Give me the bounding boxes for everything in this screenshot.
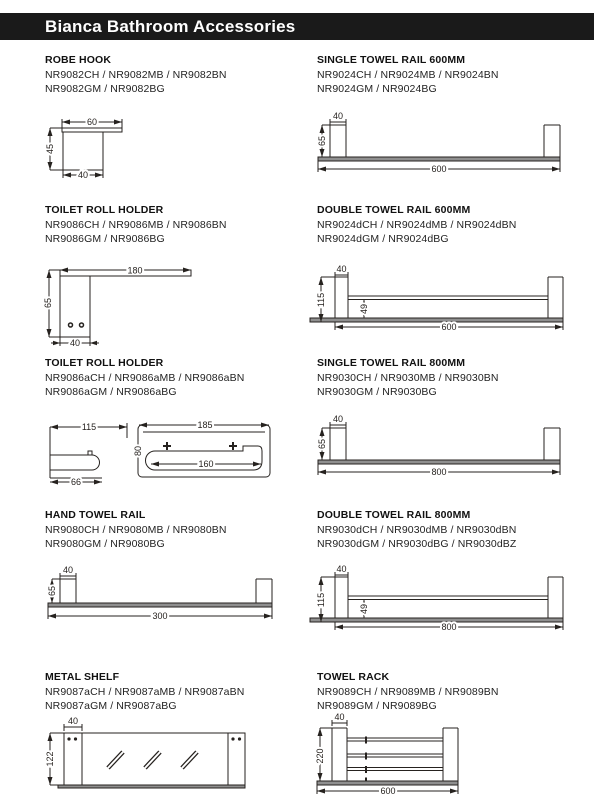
product-codes-line2: NR9080GM / NR9080BG	[45, 538, 165, 550]
product-codes-line1: NR9024CH / NR9024MB / NR9024BN	[317, 69, 499, 81]
hand-towel-rail-drawing	[38, 561, 283, 631]
product-codes-line2: NR9030dGM / NR9030dBG / NR9030dBZ	[317, 538, 517, 550]
double-towel-rail-600-drawing	[308, 265, 573, 337]
product-title: TOILET ROLL HOLDER	[45, 357, 164, 369]
product-metal-shelf	[45, 671, 315, 713]
product-title: TOILET ROLL HOLDER	[45, 204, 164, 216]
product-title: TOWEL RACK	[317, 671, 390, 683]
product-single-towel-rail-800	[317, 357, 587, 399]
product-codes-line2: NR9082GM / NR9082BG	[45, 83, 165, 95]
dim-drop-label: 65	[317, 135, 327, 147]
product-codes-line2: NR9024GM / NR9024BG	[317, 83, 437, 95]
dim-post-label: 40	[336, 565, 347, 574]
dim-length-label: 300	[152, 611, 168, 621]
product-robe-hook	[45, 54, 315, 96]
dim-length-label: 800	[431, 467, 447, 477]
product-codes-line1: NR9080CH / NR9080MB / NR9080BN	[45, 524, 227, 536]
single-towel-rail-800-drawing	[308, 413, 573, 483]
dim-post-label: 40	[62, 565, 74, 575]
page-header	[0, 13, 594, 40]
dim-plate-label: 40	[69, 338, 81, 348]
dim-drop-label: 45	[45, 143, 55, 155]
dim-gap-label: 49	[359, 603, 369, 615]
dim-height-label: 80	[133, 445, 143, 457]
product-double-towel-rail-600	[317, 204, 587, 246]
dim-drop-label: 65	[47, 585, 57, 597]
dim-length-label: 600	[441, 322, 457, 332]
dim-drop-label: 65	[317, 438, 327, 450]
toilet-roll-holder-2-drawing	[45, 418, 280, 493]
dim-side-depth-label: 115	[81, 422, 97, 432]
product-single-towel-rail-600	[317, 54, 587, 96]
double-towel-rail-800-drawing	[308, 565, 573, 637]
page-title: Bianca Bathroom Accessories	[45, 16, 296, 36]
product-codes-line1: NR9089CH / NR9089MB / NR9089BN	[317, 686, 499, 698]
product-codes-line1: NR9030dCH / NR9030dMB / NR9030dBN	[317, 524, 517, 536]
product-towel-rack	[317, 671, 587, 713]
dim-gap-label: 49	[359, 303, 369, 315]
dim-length-label: 600	[380, 786, 396, 796]
product-title: HAND TOWEL RAIL	[45, 509, 146, 521]
dim-post-label: 40	[334, 713, 345, 722]
towel-rack-drawing	[308, 713, 476, 801]
shelf-drain-slots	[108, 752, 197, 768]
product-codes-line2: NR9089GM / NR9089BG	[317, 700, 437, 712]
dim-roller-label: 160	[198, 459, 214, 469]
dim-height-label: 122	[45, 751, 55, 767]
product-title: ROBE HOOK	[45, 54, 112, 66]
dim-length-label: 600	[431, 164, 447, 174]
dim-post-label: 40	[67, 716, 79, 726]
dim-length-label: 800	[441, 622, 457, 632]
product-codes-line1: NR9087aCH / NR9087aMB / NR9087aBN	[45, 686, 245, 698]
dim-post-label: 40	[332, 414, 344, 424]
product-toilet-roll-holder-1	[45, 204, 315, 246]
dim-width-label: 185	[197, 420, 213, 430]
product-toilet-roll-holder-2	[45, 357, 315, 399]
dim-post-label: 40	[332, 111, 344, 121]
product-codes-line1: NR9086CH / NR9086MB / NR9086BN	[45, 219, 227, 231]
product-codes-line1: NR9082CH / NR9082MB / NR9082BN	[45, 69, 227, 81]
dim-side-width-label: 66	[70, 477, 82, 487]
dim-width-label: 60	[86, 117, 98, 127]
product-codes-line2: NR9086GM / NR9086BG	[45, 233, 165, 245]
product-codes-line1: NR9024dCH / NR9024dMB / NR9024dBN	[317, 219, 517, 231]
screw-cross-marks	[163, 442, 237, 450]
product-codes-line2: NR9024dGM / NR9024dBG	[317, 233, 449, 245]
product-codes-line2: NR9087aGM / NR9087aBG	[45, 700, 177, 712]
dim-depth-label: 40	[77, 170, 89, 180]
robe-hook-drawing	[40, 112, 180, 192]
product-double-towel-rail-800	[317, 509, 587, 551]
dim-post-label: 40	[336, 265, 347, 274]
product-title: DOUBLE TOWEL RAIL 800MM	[317, 509, 471, 521]
toilet-roll-holder-1-drawing	[39, 263, 209, 351]
product-codes-line2: NR9086aGM / NR9086aBG	[45, 386, 177, 398]
dim-arm-label: 180	[127, 265, 143, 276]
single-towel-rail-600-drawing	[308, 110, 573, 180]
product-codes-line1: NR9086aCH / NR9086aMB / NR9086aBN	[45, 372, 245, 384]
dim-height-label: 220	[315, 748, 325, 764]
product-codes-line1: NR9030CH / NR9030MB / NR9030BN	[317, 372, 499, 384]
product-hand-towel-rail	[45, 509, 315, 551]
dim-drop-label: 115	[316, 292, 326, 308]
dim-drop-label: 65	[43, 297, 53, 309]
product-title: METAL SHELF	[45, 671, 120, 683]
product-codes-line2: NR9030GM / NR9030BG	[317, 386, 437, 398]
product-title: SINGLE TOWEL RAIL 800MM	[317, 357, 466, 369]
metal-shelf-drawing	[38, 713, 258, 798]
product-title: DOUBLE TOWEL RAIL 600MM	[317, 204, 471, 216]
dim-drop-label: 115	[316, 592, 326, 608]
product-title: SINGLE TOWEL RAIL 600MM	[317, 54, 466, 66]
